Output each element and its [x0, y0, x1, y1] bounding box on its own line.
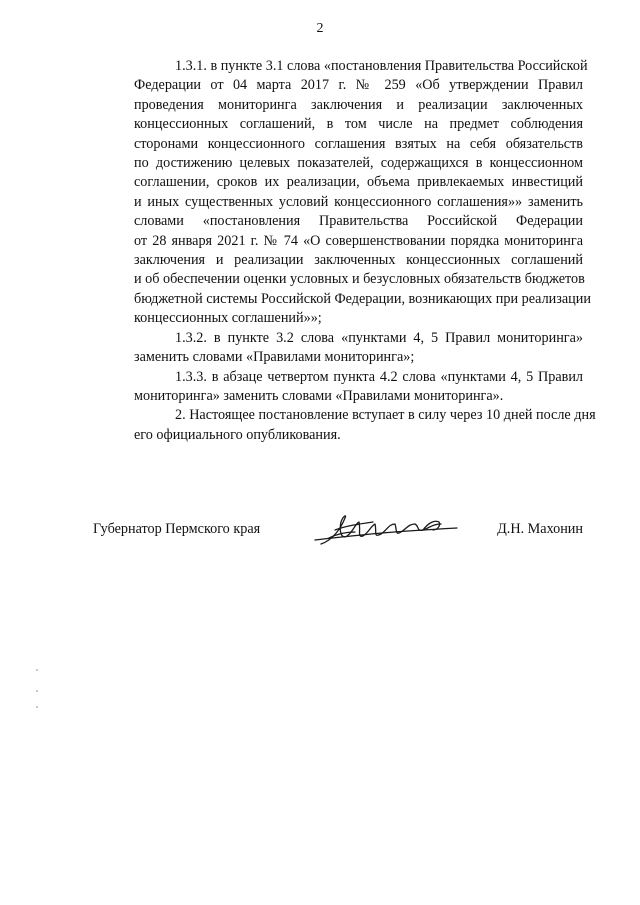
paragraph-line: проведения мониторинга заключения и реализации заключенных [134, 96, 583, 113]
paragraph-2 [93, 406, 596, 445]
paragraph-line: 2. Настоящее постановление вступает в силу через 10 дней после дня [175, 407, 596, 424]
scan-dot [36, 706, 38, 708]
paragraph-line: Федерации от 04 марта 2017 г. № 259 «Об утверждении Правил [134, 77, 583, 94]
paragraph-line: 1.3.1. в пункте 3.1 слова «постановления Правительства Российской [175, 58, 588, 74]
handwritten-signature [311, 510, 461, 550]
paragraph-line: мониторинга» заменить словами «Правилами мониторинга». [134, 387, 504, 404]
paragraph-line: 1.3.2. в пункте 3.2 слова «пунктами 4, 5 Правил мониторинга» [175, 329, 583, 346]
paragraph-1-3-2 [93, 329, 583, 368]
page-number: 2 [316, 21, 324, 36]
signatory-name: Д.Н. Махонин [497, 521, 583, 537]
paragraph-line: и об обеспечении оценки условных и безусловных обязательств бюджетов [134, 271, 585, 288]
paragraph-1-3-1 [93, 57, 591, 329]
paragraph-1-3-3 [93, 368, 583, 407]
paragraph-line: концессионных соглашений, в том числе на предмет соблюдения [134, 116, 583, 133]
paragraph-line: словами «постановления Правительства Российской Федерации [134, 213, 583, 230]
paragraph-line: сторонами концессионного соглашения взятых на себя обязательств [134, 135, 583, 152]
paragraph-line: концессионных соглашений»»; [134, 310, 322, 327]
scan-dot [36, 669, 38, 671]
paragraph-line: заменить словами «Правилами мониторинга»; [134, 349, 415, 366]
paragraph-line: его официального опубликования. [134, 426, 341, 443]
signatory-position: Губернатор Пермского края [93, 521, 261, 537]
document-body [93, 57, 596, 445]
paragraph-line: 1.3.3. в абзаце четвертом пункта 4.2 слова «пунктами 4, 5 Правил [175, 368, 583, 385]
paragraph-line: бюджетной системы Российской Федерации, возникающих при реализации [134, 290, 591, 307]
paragraph-line: заключения и реализации заключенных концессионных соглашений [134, 252, 583, 269]
signature-block [93, 516, 583, 556]
scan-dot [36, 690, 38, 692]
paragraph-line: от 28 января 2021 г. № 74 «О совершенствовании порядка мониторинга [134, 232, 583, 249]
paragraph-line: соглашении, сроков их реализации, объема привлекаемых инвестиций [134, 174, 583, 191]
paragraph-line: по достижению целевых показателей, содержащихся в концессионном [134, 155, 583, 172]
paragraph-line: и иных существенных условий концессионного соглашения»» заменить [134, 193, 583, 210]
